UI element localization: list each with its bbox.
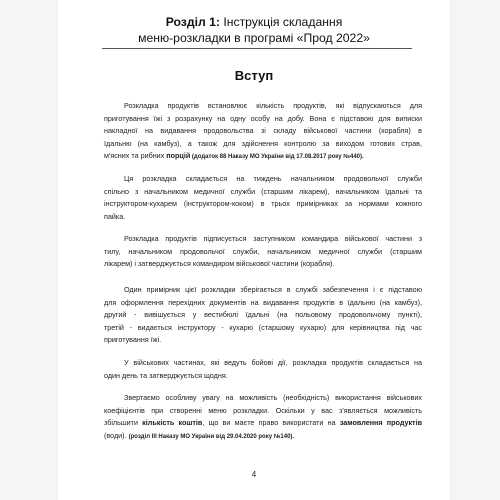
header-chapter-title: Інструкція складання xyxy=(219,15,343,29)
header-chapter-label: Розділ 1: xyxy=(165,15,220,29)
paragraph-2 xyxy=(104,173,422,223)
paragraph-3 xyxy=(104,233,422,271)
paragraph-line: пайка. xyxy=(104,211,126,221)
paragraph-1 xyxy=(104,100,422,164)
paragraph-line: тилу, начальником продовольчої служби, начальником медичної служби (старшим xyxy=(104,246,422,256)
paragraph-line: інструктором-кухарем (інструктором-коком) в трьох примірниках за нормами кожного xyxy=(104,199,422,208)
bold-text: замовлення продуктів xyxy=(339,418,422,427)
paragraph-6 xyxy=(104,392,422,443)
header-line-1 xyxy=(58,14,450,30)
paragraph-4 xyxy=(104,284,422,347)
paragraph-line: збільшити кількість коштів, що ви маєте право використати на замовлення продуктів xyxy=(104,418,422,427)
paragraph-line: спільно з начальником медичної служби (старшим лікарем), начальником їдальні та xyxy=(104,186,422,196)
paragraph-line: лікарем) і затверджується командиром військової частини (корабля). xyxy=(104,259,335,268)
paragraph-line: приготування їжі з розрахунку на одну особу на добу. Вона є підставою для виписки xyxy=(104,113,422,123)
paragraph-line: (води). (розділ III Наказу МО України від 29.04.2020 року №140). xyxy=(104,430,295,440)
paragraph-line: У військових частинах, які ведуть бойові дії, розкладка продуктів складається на xyxy=(124,358,422,367)
bold-text: порцій xyxy=(166,151,191,160)
paragraph-line: Ця розкладка складається на тиждень начальником продовольчої служби xyxy=(124,174,422,183)
paragraph-line: накладної на видавання продовольства зі складу військової частини (корабля) в xyxy=(104,126,422,135)
bold-text: кількість коштів xyxy=(142,418,203,427)
paragraph-line: коефіцієнтів при створенні меню розкладки. Оскільки у вас з'являється можливість xyxy=(104,405,422,415)
page-number: 4 xyxy=(251,470,257,479)
paragraph-line: для оформлення перехідних документів на видавання продуктів в їдальню (на камбуз), xyxy=(104,297,422,307)
paragraph-line: Розкладка продуктів підписується заступником командира військової частини з xyxy=(124,234,422,243)
document-page xyxy=(58,0,450,500)
page-header xyxy=(58,14,450,46)
header-line-2: меню-розкладки в програмі «Прод 2022» xyxy=(138,31,370,45)
section-title: Вступ xyxy=(234,68,274,83)
paragraph-line: один день та затверджується щодня. xyxy=(104,370,228,380)
legal-reference: (додаток 88 Наказу МО України від 17.08.2017 року №440). xyxy=(190,154,364,160)
paragraph-line: Розкладка продуктів встановлює кількість продуктів, які відпускаються для xyxy=(124,101,422,110)
paragraph-line: Один примірник цієї розкладки зберігається в службі забезпечення і є підставою xyxy=(124,285,422,294)
header-divider xyxy=(102,48,412,49)
legal-reference: (розділ III Наказу МО України від 29.04.2020 року №140). xyxy=(128,433,295,440)
paragraph-line: Звертаємо особливу увагу на можливість (необхідність) використання військових xyxy=(124,393,422,402)
paragraph-line: м'ясних та рибних порцій (додаток 88 Наказу МО України від 17.08.2017 року №440). xyxy=(104,151,364,160)
paragraph-line: третій - видається інструктору - кухарю (старшому кухарю) для керівництва під час xyxy=(104,322,422,332)
paragraph-line: їдальню (на камбуз), а також для здійснення контролю за виходом готових страв, xyxy=(104,138,422,148)
paragraph-line: приготування їжі. xyxy=(104,335,162,344)
paragraph-line: другий - вивішується у вестибюлі їдальні (на польовому продовольчому пункті), xyxy=(104,310,422,319)
paragraph-5 xyxy=(104,357,422,382)
